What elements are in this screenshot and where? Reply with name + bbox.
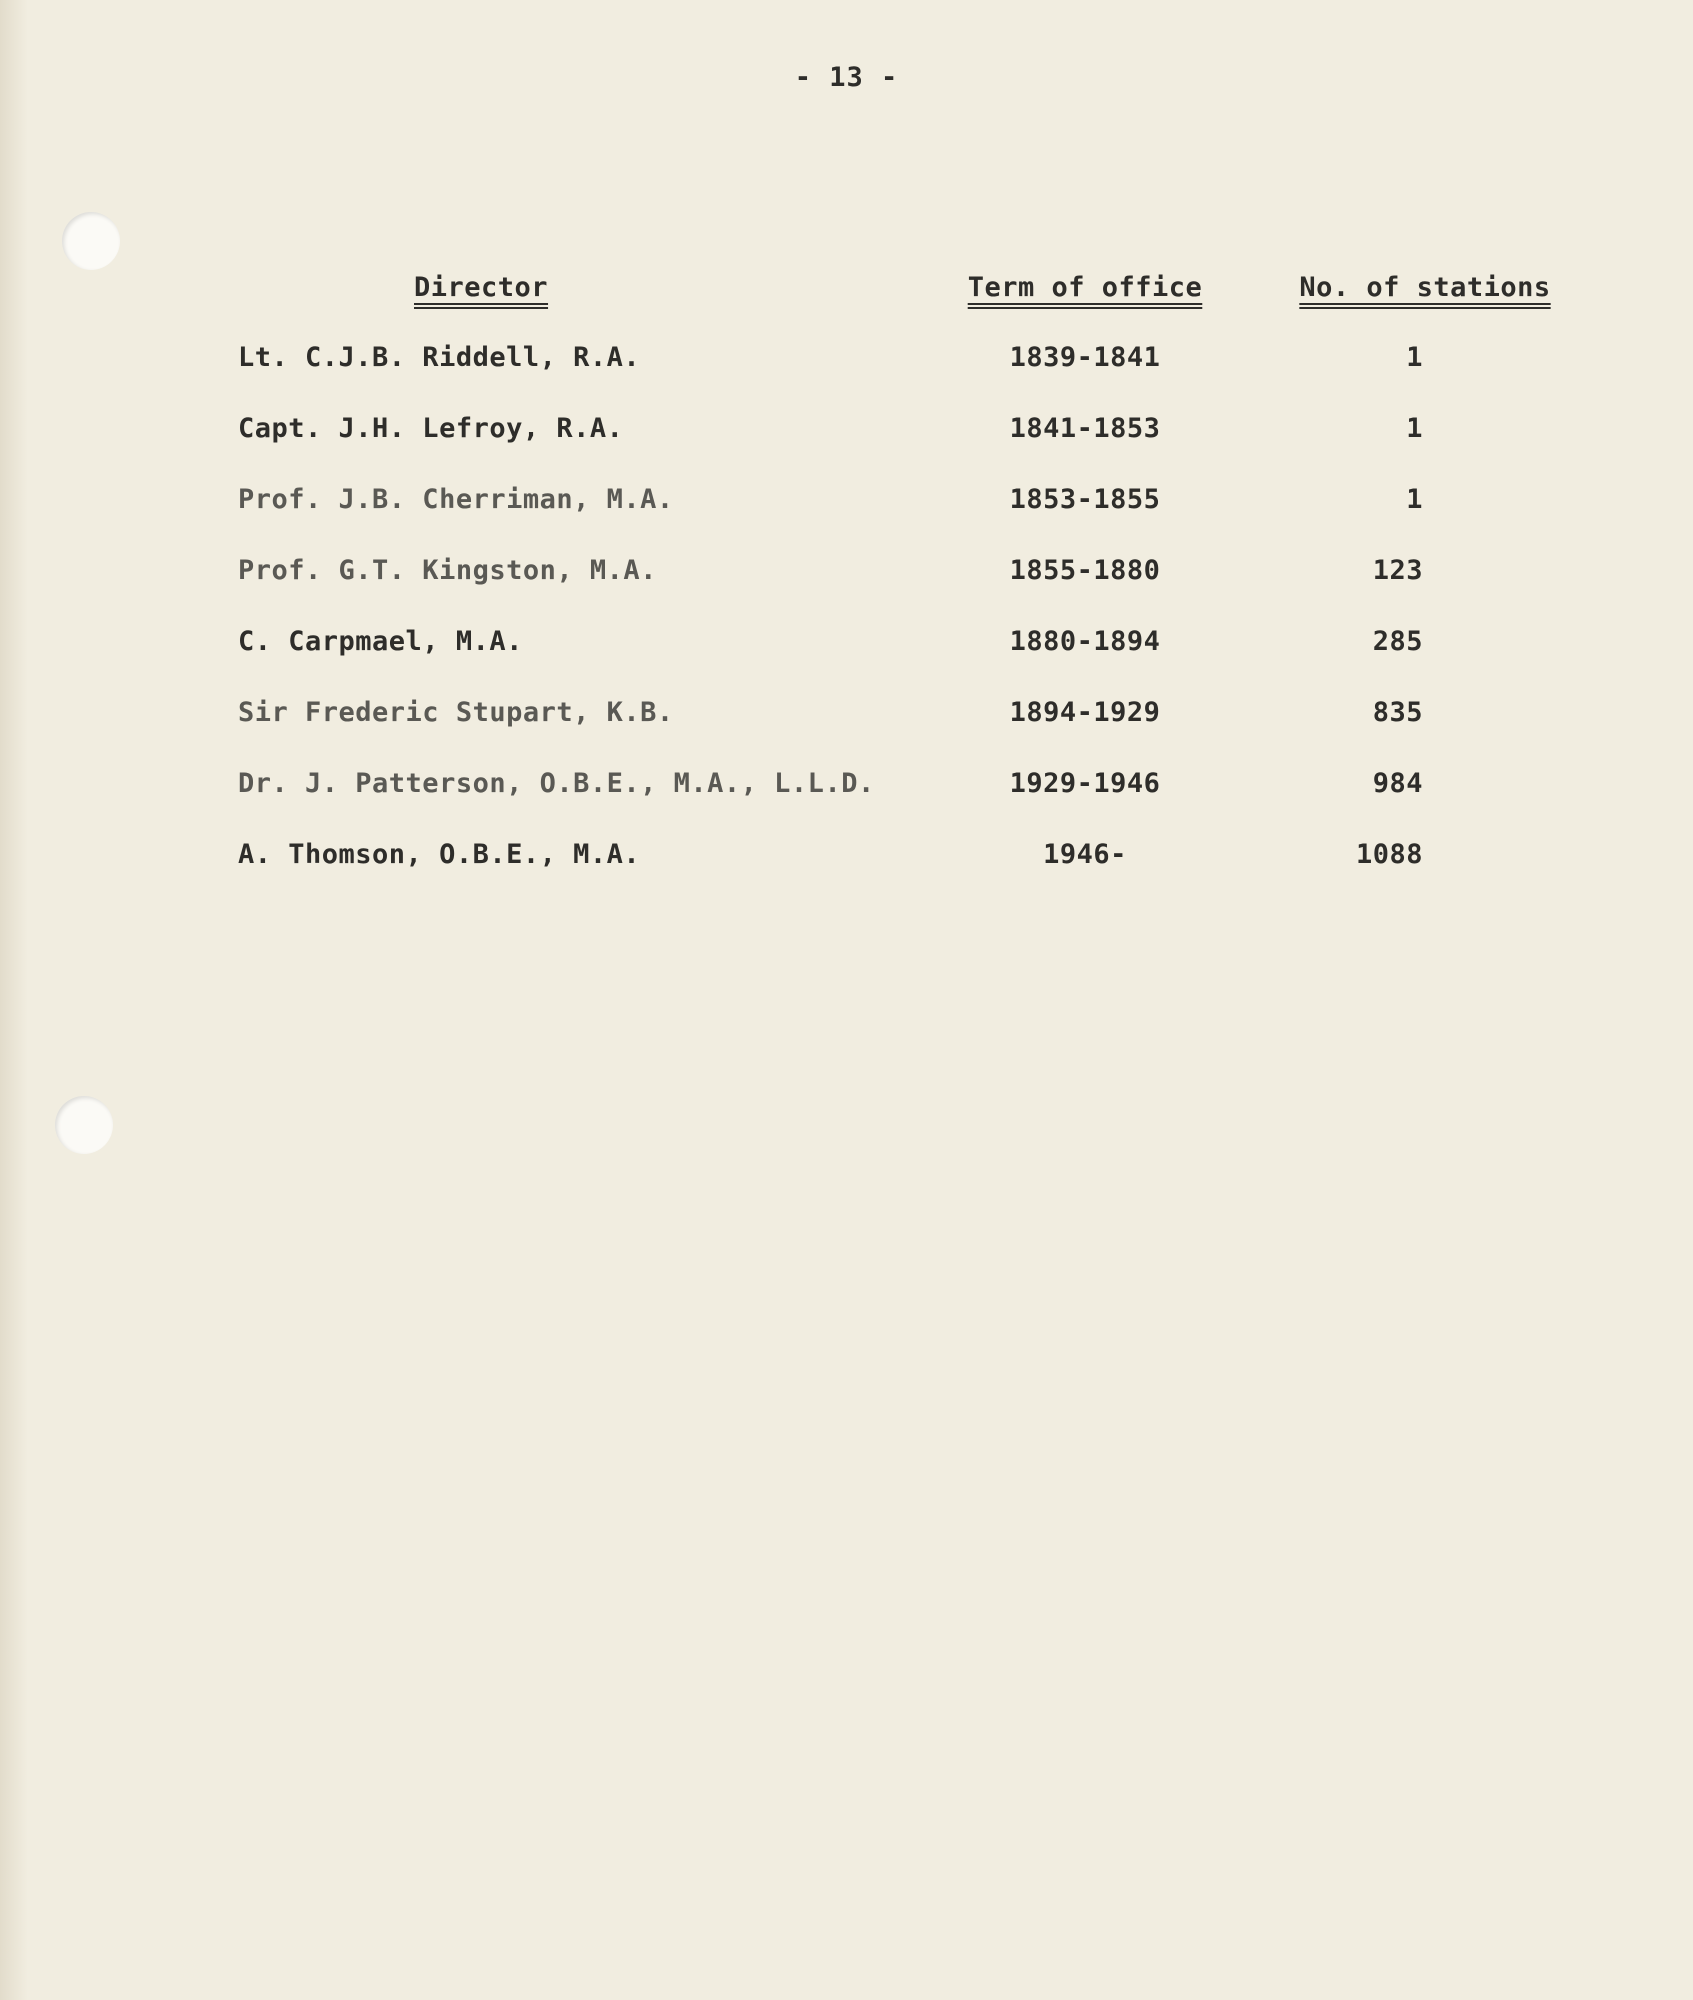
director-name: Sir Frederic Stupart, K.B. <box>238 697 674 728</box>
header-stations: No. of stations <box>1299 272 1551 303</box>
header-term: Term of office <box>967 272 1203 303</box>
page-number: - 13 - <box>794 62 899 93</box>
term-of-office: 1894-1929 <box>1009 697 1161 728</box>
director-name: Prof. J.B. Cherriman, M.A. <box>238 484 674 515</box>
director-name: Prof. G.T. Kingston, M.A. <box>238 555 657 586</box>
director-name: C. Carpmael, M.A. <box>238 626 523 657</box>
director-name: Capt. J.H. Lefroy, R.A. <box>238 413 624 444</box>
station-count: 1 <box>1406 413 1423 444</box>
table-row <box>0 342 1693 413</box>
station-count: 835 <box>1372 697 1423 728</box>
station-count: 1088 <box>1355 839 1423 870</box>
table-header-row <box>0 272 1693 342</box>
term-of-office: 1841-1853 <box>1009 413 1161 444</box>
director-name: Dr. J. Patterson, O.B.E., M.A., L.L.D. <box>238 768 875 799</box>
term-of-office: 1839-1841 <box>1009 342 1161 373</box>
term-of-office: 1855-1880 <box>1009 555 1161 586</box>
table-row <box>0 484 1693 555</box>
station-count: 1 <box>1406 342 1423 373</box>
term-of-office: 1880-1894 <box>1009 626 1161 657</box>
table-row <box>0 626 1693 697</box>
punch-hole-bottom <box>55 1096 113 1154</box>
punch-hole-top <box>62 212 120 270</box>
header-director: Director <box>414 272 549 303</box>
term-of-office: 1853-1855 <box>1009 484 1161 515</box>
table-row <box>0 768 1693 839</box>
table-row <box>0 413 1693 484</box>
table-row <box>0 555 1693 626</box>
term-of-office: 1946- <box>1043 839 1127 870</box>
director-name: Lt. C.J.B. Riddell, R.A. <box>238 342 641 373</box>
station-count: 123 <box>1372 555 1423 586</box>
directors-table <box>0 272 1693 910</box>
term-of-office: 1929-1946 <box>1009 768 1161 799</box>
director-name: A. Thomson, O.B.E., M.A. <box>238 839 641 870</box>
table-row <box>0 839 1693 910</box>
station-count: 984 <box>1372 768 1423 799</box>
station-count: 1 <box>1406 484 1423 515</box>
station-count: 285 <box>1372 626 1423 657</box>
table-row <box>0 697 1693 768</box>
